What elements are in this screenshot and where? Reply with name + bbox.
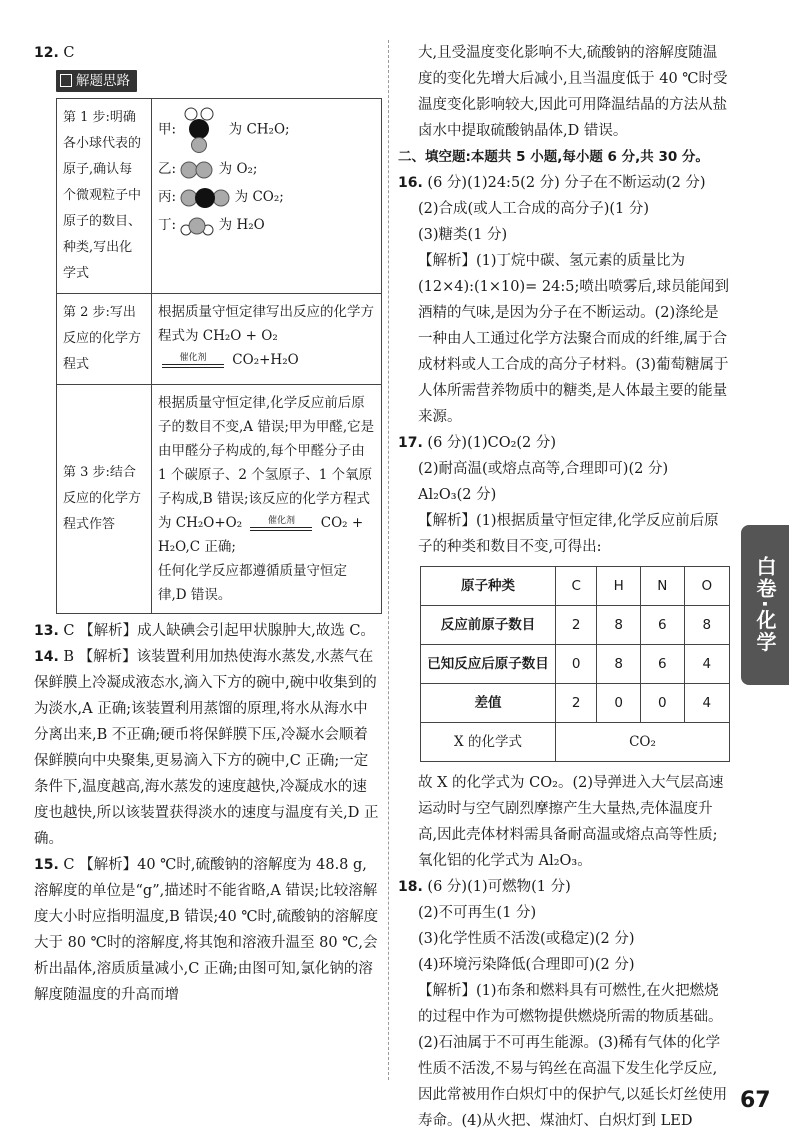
- table-cell: 0: [641, 684, 685, 723]
- step-title: 第 2 步:写出反应的化学方程式: [57, 294, 152, 385]
- table-cell: 0: [556, 645, 597, 684]
- table-cell: 2: [556, 606, 597, 645]
- table-cell: H: [597, 567, 641, 606]
- q16-line: 16. (6 分)(1)24:5(2 分) 分子在不断运动(2 分): [398, 175, 706, 191]
- q17-answer-2: (2)耐高温(或熔点高等,合理即可)(2 分): [418, 461, 669, 477]
- table-header-row: [421, 567, 730, 606]
- table-cell: 4: [684, 684, 729, 723]
- table-cell: 0: [597, 684, 641, 723]
- step-title: 第 1 步:明确各小球代表的原子,确认每个微观粒子中原子的数目、种类,写出化学式: [57, 99, 152, 294]
- q18-explanation: 【解析】(1)布条和燃料具有可燃性,在火把燃烧的过程中作为可燃物提供燃烧所需的物质基础。(2)石油属于不可再生能源。(3)稀有气体的化学性质不活泼,不易与钨丝在高温下发生化学反应,因此常被用作白炽灯中的保护气,以延长灯丝使用寿命。(4)从火把、煤油灯、白炽灯到 LED: [418, 983, 728, 1129]
- table-cell: 已知反应后原子数目: [421, 645, 556, 684]
- molecule-list: [152, 99, 382, 294]
- q12-line: 12. C: [34, 45, 75, 61]
- q17-answer-3: Al₂O₃(2 分): [418, 487, 497, 503]
- table-cell: 8: [684, 606, 729, 645]
- table-row: [421, 606, 730, 645]
- column-divider: [388, 40, 389, 1080]
- left-column: [34, 40, 380, 1008]
- q16-answer-2: (2)合成(或人工合成的高分子)(1 分): [418, 201, 650, 217]
- table-cell: 反应前原子数目: [421, 606, 556, 645]
- q16-explanation: 【解析】(1)丁烷中碳、氢元素的质量比为(12×4):(1×10)= 24:5;喷出喷雾后,球员能闻到酒精的气味,是因为分子在不断运动。(2)涤纶是一种由人工通过化学方法聚合而成的纤维,属于合成材料或人工合成的高分子材料。(3)葡萄糖属于人体所需营养物质中的糖类,是人体最主要的能量来源。: [418, 253, 729, 425]
- water-molecule-icon: [180, 215, 214, 237]
- table-row: [421, 645, 730, 684]
- table-cell: 差值: [421, 684, 556, 723]
- table-cell: 原子种类: [421, 567, 556, 606]
- atom-count-table: [420, 566, 730, 762]
- q18-answer-4: (4)环境污染降低(合理即可)(2 分): [418, 957, 635, 973]
- solution-tag: 解题思路: [56, 70, 137, 92]
- table-row: [421, 723, 730, 762]
- molecule-row: 丁: 为 H₂O: [158, 213, 375, 237]
- right-column: [398, 40, 730, 1134]
- q17-line: 17. (6 分)(1)CO₂(2 分): [398, 435, 557, 451]
- table-cell: 6: [641, 645, 685, 684]
- q14-line: 14. B 【解析】该装置利用加热使海水蒸发,水蒸气在保鲜膜上冷凝成液态水,滴入下方的碗中,碗中收集到的为淡水,A 正确;该装置利用蒸馏的原理,将水从海水中分离出来,B 不正确;硬币将保鲜膜下压,冷凝水会顺着保鲜膜向中央聚集,更易滴入下方的碗中,C 正确;一定条件下,温度越高,海水蒸发的速度越快,冷凝成水的速度也越快,所以该装置获得淡水的速度与温度有关,D 正确。: [34, 649, 379, 847]
- molecule-row: 乙: 为 O₂;: [158, 161, 258, 177]
- molecule-row: 甲: 为 CH₂O;: [158, 107, 375, 153]
- q17-explanation: 【解析】(1)根据质量守恒定律,化学反应前后原子的种类和数目不变,可得出:: [418, 513, 719, 555]
- formaldehyde-molecule-icon: [180, 107, 224, 153]
- q16-answer-3: (3)糖类(1 分): [418, 227, 508, 243]
- step-title: 第 3 步:结合反应的化学方程式作答: [57, 385, 152, 614]
- page-number: 67: [740, 1088, 771, 1113]
- molecule-row: 丙: 为 CO₂;: [158, 185, 375, 209]
- table-row: [421, 684, 730, 723]
- carbon-dioxide-molecule-icon: [180, 187, 230, 209]
- pencil-note-icon: [60, 74, 72, 87]
- step-row: [57, 99, 382, 294]
- table-cell: 8: [597, 645, 641, 684]
- q13-line: 13. C 【解析】成人缺碘会引起甲状腺肿大,故选 C。: [34, 623, 375, 639]
- section-heading: 二、填空题:本题共 5 小题,每小题 6 分,共 30 分。: [398, 149, 709, 165]
- q15-line: 15. C 【解析】40 ℃时,硫酸钠的溶解度为 48.8 g,溶解度的单位是“g”,描述时不能省略,A 错误;比较溶解度大小时应指明温度,B 错误;40 ℃时,硫酸钠的溶解度大于 80 ℃时的溶解度,将其饱和溶液升温至 80 ℃,会析出晶体,溶质质量减小,C 正确;由图可知,氯化钠的溶解度随温度的升高而增: [34, 857, 379, 1003]
- step-content: 根据质量守恒定律写出反应的化学方程式为 CH₂O + O₂ 催化剂 CO₂+H₂O: [152, 294, 382, 385]
- table-cell: CO₂: [556, 723, 730, 762]
- step-row: [57, 385, 382, 614]
- step-row: [57, 294, 382, 385]
- table-cell: 6: [641, 606, 685, 645]
- table-cell: N: [641, 567, 685, 606]
- table-cell: C: [556, 567, 597, 606]
- q17-explanation-cont: 故 X 的化学式为 CO₂。(2)导弹进入大气层高速运动时与空气剧烈摩擦产生大量热,壳体温度升高,因此壳体材料需具备耐高温或熔点高等性质;氧化铝的化学式为 Al₂O₃。: [418, 775, 724, 869]
- subject-side-tab: 白卷·化学: [741, 525, 789, 685]
- q18-answer-3: (3)化学性质不活泼(或稳定)(2 分): [418, 931, 635, 947]
- table-cell: X 的化学式: [421, 723, 556, 762]
- q18-answer-2: (2)不可再生(1 分): [418, 905, 537, 921]
- table-cell: 8: [597, 606, 641, 645]
- q18-line: 18. (6 分)(1)可燃物(1 分): [398, 879, 571, 895]
- table-cell: 2: [556, 684, 597, 723]
- catalyst-arrow: 催化剂: [162, 353, 224, 368]
- steps-table: [56, 98, 382, 614]
- catalyst-arrow: 催化剂: [250, 516, 312, 531]
- step-content: 根据质量守恒定律,化学反应前后原子的数目不变,A 错误;甲为甲醛,它是由甲醛分子构成的,每个甲醛分子由 1 个碳原子、2 个氢原子、1 个氧原子构成,B 错误;该反应的化学方程式为 CH₂O+O₂ 催化剂 CO₂ + H₂O,C 正确; 任何化学反应都遵循质量守恒定律,D 错误。: [152, 385, 382, 614]
- table-cell: 4: [684, 645, 729, 684]
- table-cell: O: [684, 567, 729, 606]
- q15-continued: 大,且受温度变化影响不大,硫酸钠的溶解度随温度的变化先增大后减小,且当温度低于 40 ℃时受温度变化影响较大,因此可用降温结晶的方法从盐卤水中提取硫酸钠晶体,D 错误。: [418, 45, 728, 139]
- oxygen-molecule-icon: [180, 161, 214, 179]
